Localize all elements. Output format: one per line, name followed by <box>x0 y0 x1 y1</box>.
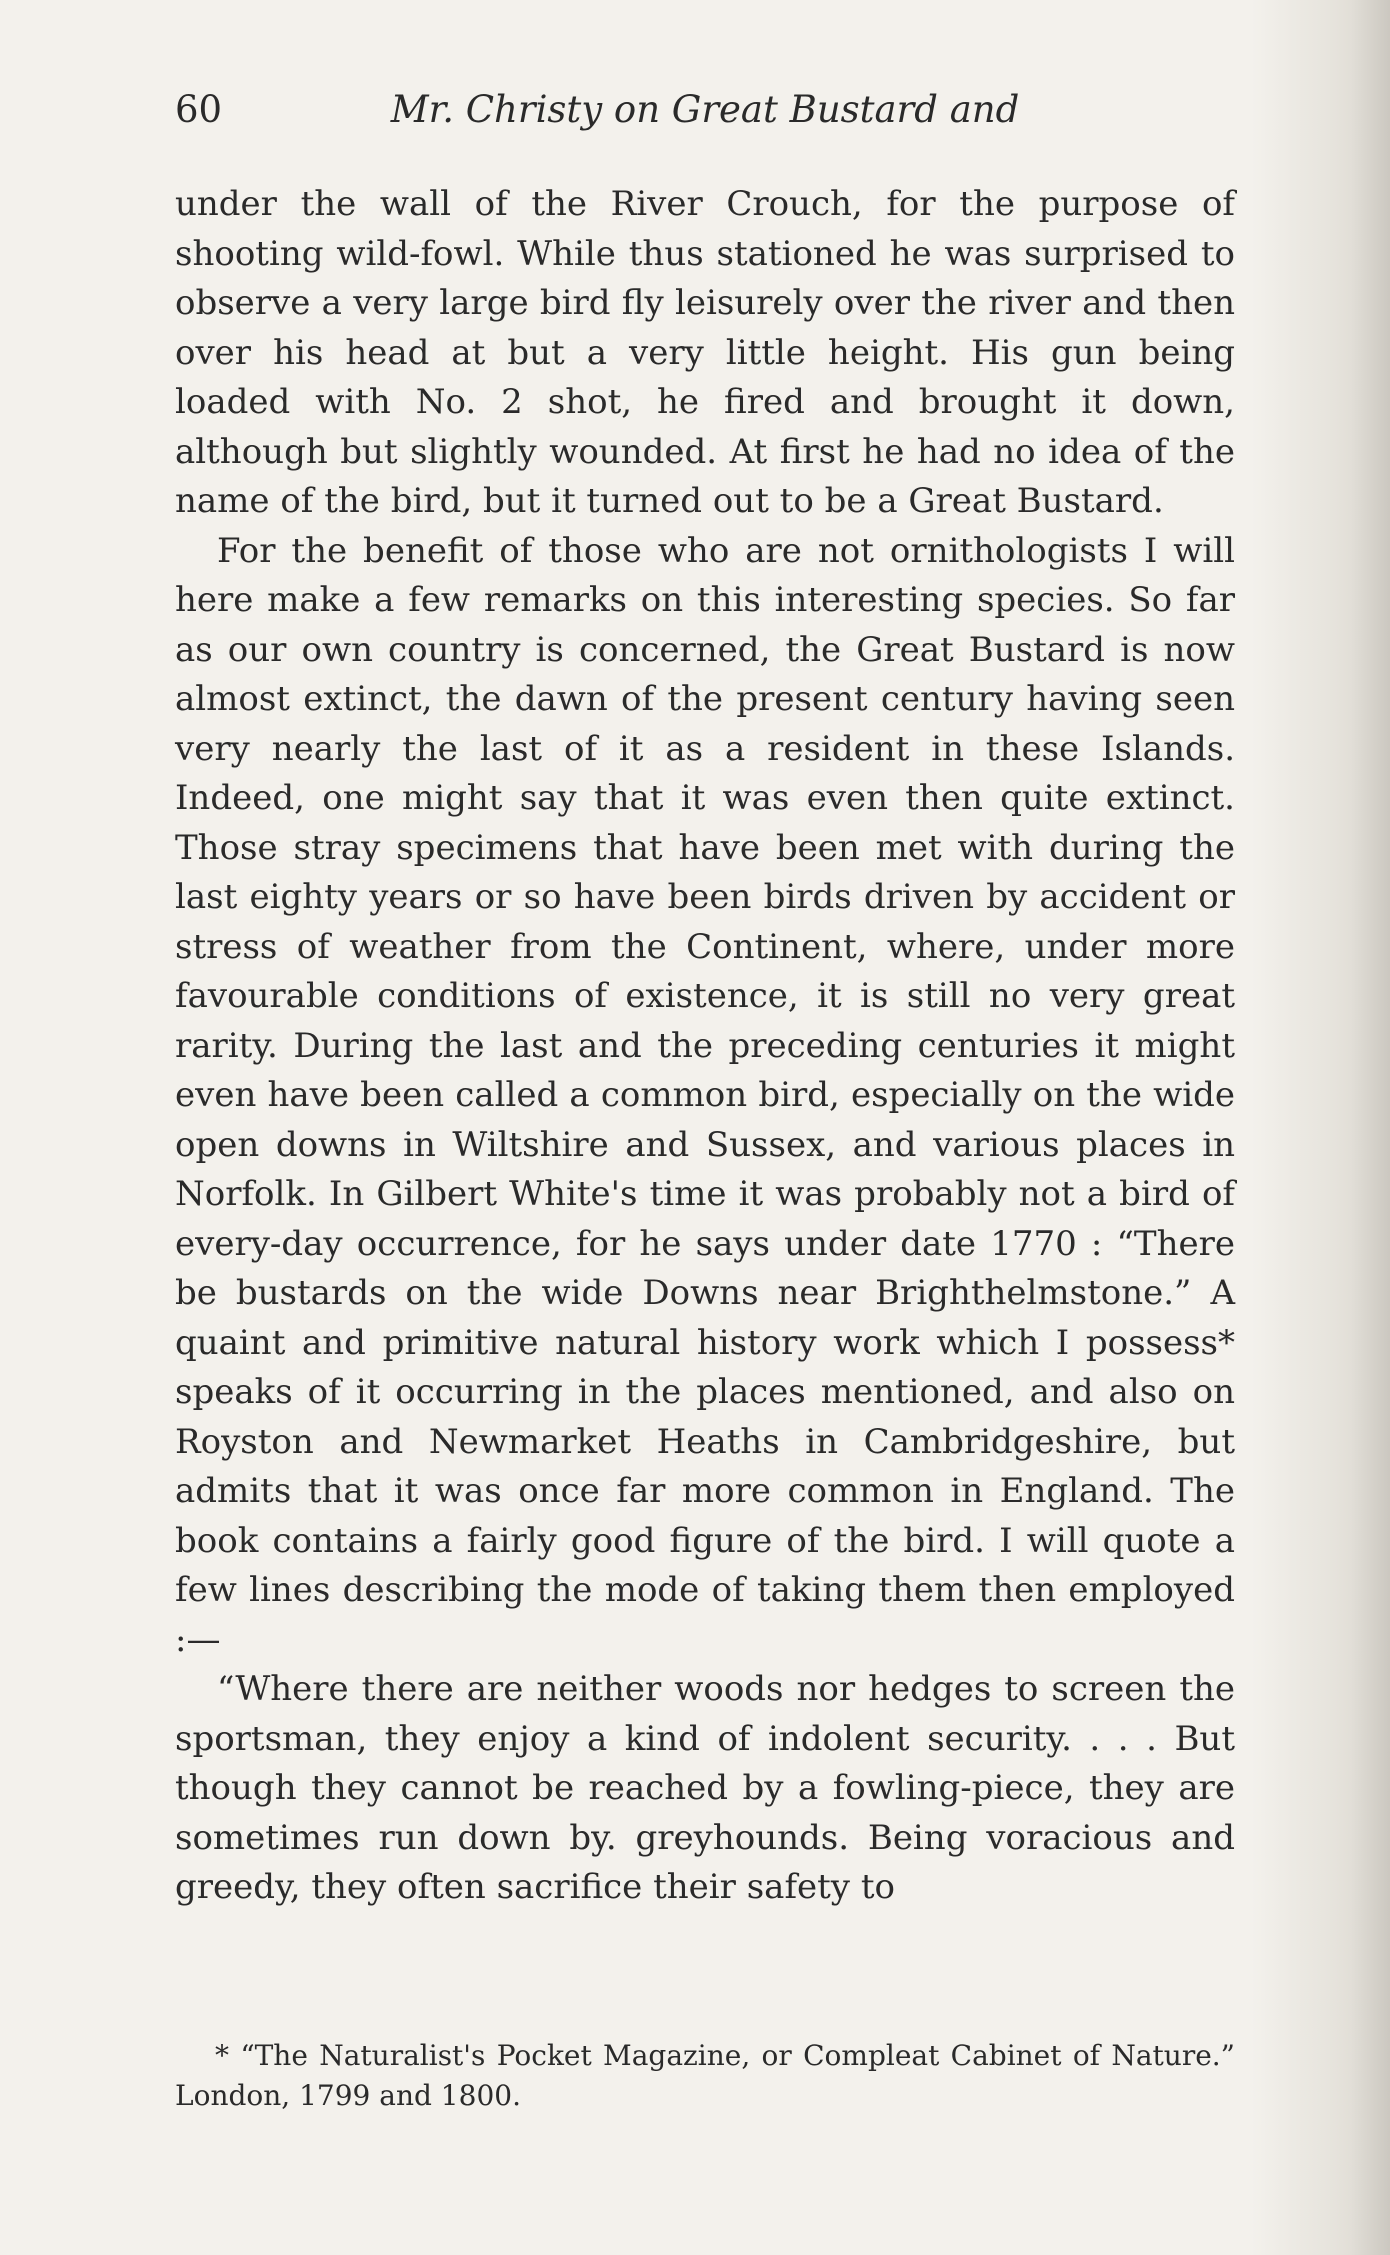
footnote <box>175 2036 1235 2116</box>
paragraph-quotation: “Where there are neither woods nor hedges to screen the sportsman, they enjoy a kind of indolent security. . . . But though they cannot be reached by a fowling-piece, they are sometimes run down by. greyhounds. Being voracious and greedy, they often sacrifice their safety to <box>175 1669 1235 1907</box>
page-number: 60 <box>175 88 223 131</box>
body-text <box>175 180 1235 1913</box>
running-head: Mr. Christy on Great Bustard and <box>390 88 1020 131</box>
page-edge-shadow <box>1350 0 1390 2255</box>
page-header <box>175 88 1235 138</box>
paragraph-continued: under the wall of the River Crouch, for the purpose of shooting wild-fowl. While thus stationed he was surprised to observe a very large bird fly leisurely over the river and then over his head at but a very little height. His gun being loaded with No. 2 shot, he fired and brought it down, although but slightly wounded. At first he had no idea of the name of the bird, but it turned out to be a Great Bustard. <box>175 184 1235 521</box>
footnote-text: * “The Naturalist's Pocket Magazine, or Compleat Cabinet of Nature.” London, 1799 and 1800. <box>175 2039 1235 2112</box>
paragraph-bustard-history: For the benefit of those who are not ornithologists I will here make a few remarks on this interesting species. So far as our own country is concerned, the Great Bustard is now almost extinct, the dawn of the present century having seen very nearly the last of it as a resident in these Islands. Indeed, one might say that it was even then quite extinct. Those stray specimens that have been met with during the last eighty years or so have been birds driven by accident or stress of weather from the Continent, where, under more favourable conditions of existence, it is still no very great rarity. During the last and the preceding centuries it might even have been called a common bird, especially on the wide open downs in Wiltshire and Sussex, and various places in Norfolk. In Gilbert White's time it was probably not a bird of every-day occurrence, for he says under date 1770 : “There be bustards on the wide Downs near Brighthelmstone.” A quaint and primitive natural history work which I possess* speaks of it occurring in the places mentioned, and also on Royston and Newmarket Heaths in Cambridgeshire, but admits that it was once far more common in England. The book contains a fairly good figure of the bird. I will quote a few lines describing the mode of taking them then employed :— <box>175 530 1235 1660</box>
